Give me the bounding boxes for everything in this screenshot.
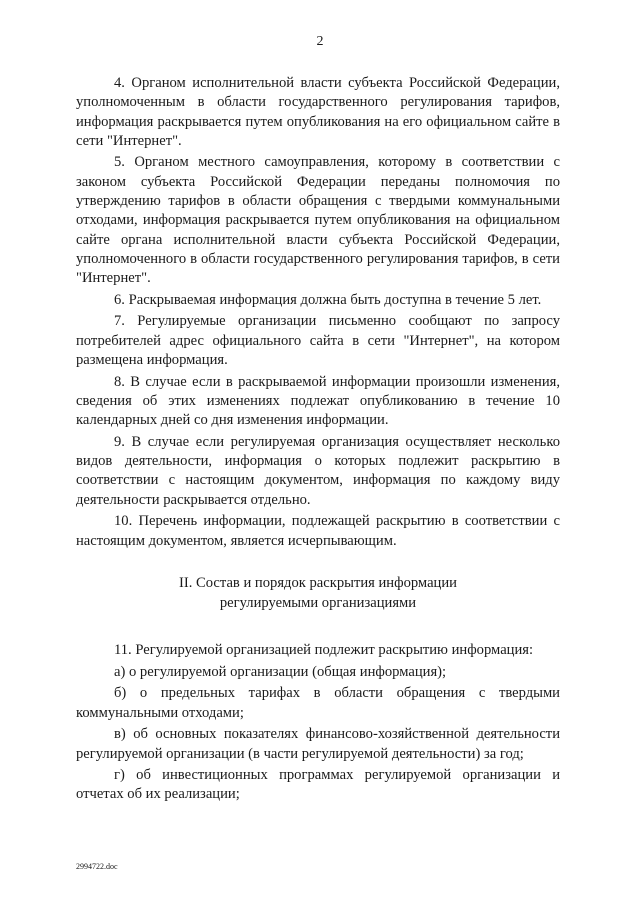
file-name-footer: 2994722.doc: [76, 862, 118, 871]
paragraph-11: 11. Регулируемой организацией подлежит раскрытию информация:: [114, 642, 534, 659]
section-spacer: [76, 553, 560, 573]
list-item-b: б) о предельных тарифах в области обращения с твердыми коммунальными отходами;: [76, 685, 560, 721]
page-number: 2: [316, 34, 324, 49]
paragraph-6: 6. Раскрываемая информация должна быть доступна в течение 5 лет.: [114, 291, 542, 308]
document-body: [76, 74, 560, 807]
section-heading-line-2: регулируемыми организациями: [219, 595, 417, 612]
paragraph-8: 8. В случае если в раскрываемой информации произошли изменения, сведения об этих изменениях подлежат опубликованию в течение 10 календарных дней со дня изменения информации.: [76, 373, 560, 429]
section-heading: [76, 573, 560, 613]
paragraph-10: 10. Перечень информации, подлежащей раскрытию в соответствии с настоящим документом, является исчерпывающим.: [76, 513, 560, 549]
list-item-g: г) об инвестиционных программах регулируемой организации и отчетах об их реализации;: [76, 767, 560, 803]
paragraph-4: 4. Органом исполнительной власти субъекта Российской Федерации, уполномоченным в области государственного регулирования тарифов, информация раскрывается путем опубликования на его официальном сайте в сети "Интернет".: [76, 75, 560, 149]
paragraph-9: 9. В случае если регулируемая организация осуществляет несколько видов деятельности, информация о которых подлежит раскрытию в соответствии с настоящим документом, информация по каждому виду деятельности раскрывается отдельно.: [76, 433, 560, 508]
paragraph-7: 7. Регулируемые организации письменно сообщают по запросу потребителей адрес официального сайта в сети "Интернет", на котором размещена информация.: [76, 313, 560, 369]
section-heading-line-1: II. Состав и порядок раскрытия информации: [179, 575, 457, 592]
list-item-v: в) об основных показателях финансово-хозяйственной деятельности регулируемой организации (в части регулируемой деятельности) за год;: [76, 726, 560, 762]
list-item-a: а) о регулируемой организации (общая информация);: [114, 663, 447, 680]
paragraph-5: 5. Органом местного самоуправления, которому в соответствии с законом субъекта Российской Федерации переданы полномочия по утверждению тарифов в области обращения с твердыми коммунальными отходами, информация раскрывается путем опубликования на официальном сайте органа исполнительной власти субъекта Российской Федерации, уполномоченного в области государственного регулирования тарифов, в сети "Интернет".: [76, 154, 560, 287]
heading-spacer: [76, 613, 560, 641]
